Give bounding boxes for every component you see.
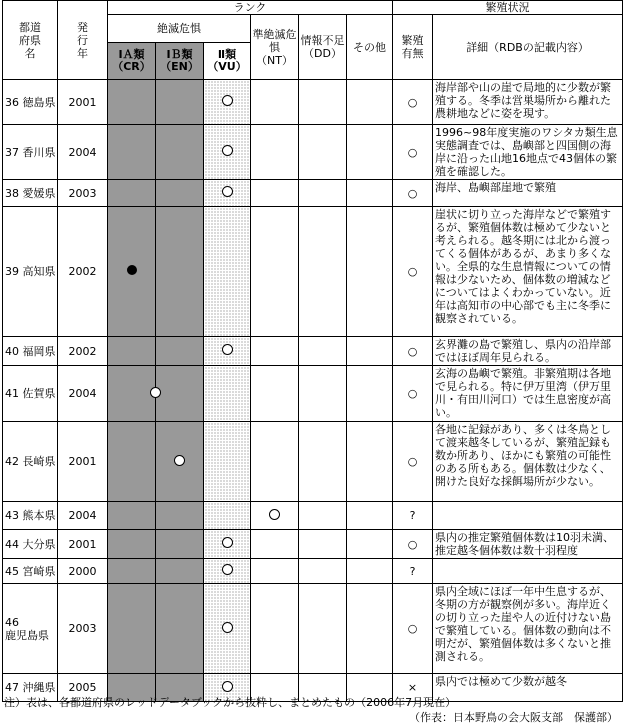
dd-cell [299, 366, 347, 422]
en-cell [156, 366, 204, 422]
other-cell [347, 80, 393, 125]
nt-cell [251, 584, 299, 674]
year-cell: 2001 [58, 422, 108, 502]
detail-cell [433, 559, 623, 584]
pref-cell: 40 福岡県 [3, 337, 58, 366]
pref-cell: 46 鹿児島県 [3, 584, 58, 674]
en-cell [156, 502, 204, 530]
header-nt: 準絶滅危惧 （NT） [251, 15, 299, 80]
other-cell [347, 366, 393, 422]
circle-icon [222, 186, 233, 197]
en-cell [156, 125, 204, 180]
header-vu: Ⅱ類 （VU） [204, 43, 251, 80]
en-cell [156, 180, 204, 207]
detail-cell: 1996~98年度実施のワシタカ類生息実態調査では、島嶼部と四国側の海岸に沿った山地16地点で43個体の繁殖を確認した。 [433, 125, 623, 180]
pref-cell: 37 香川県 [3, 125, 58, 180]
header-detail: 詳細（RDBの記載内容） [433, 15, 623, 80]
circle-icon [174, 455, 185, 466]
detail-cell: 玄海の島嶼で繁殖。非繁殖期は各地で見られる。特に伊万里湾（伊万里川・有田川河口）では生息密度が高い。 [433, 366, 623, 422]
header-year: 発行年 [58, 1, 108, 80]
en-cell [156, 530, 204, 559]
table-row [3, 125, 623, 180]
vu-cell [204, 502, 251, 530]
detail-cell: 県内全域にほぼ一年中生息するが、冬期の方が観察例が多い。海岸近くの切り立った崖や人の近付けない島で繁殖している。個体数の動向は不明だが、繁殖個体数は多くないと推測される。 [433, 584, 623, 674]
cr-cell [108, 530, 156, 559]
header-rank: ランク [108, 1, 393, 15]
other-cell [347, 584, 393, 674]
detail-cell: 玄界灘の島で繁殖し、県内の沿岸部ではほぼ周年見られる。 [433, 337, 623, 366]
year-cell: 2003 [58, 180, 108, 207]
other-cell [347, 422, 393, 502]
nt-cell [251, 422, 299, 502]
filled-circle-icon [127, 265, 137, 275]
dd-cell [299, 502, 347, 530]
nt-cell [251, 366, 299, 422]
breeding-cell: ○ [393, 180, 433, 207]
other-cell [347, 530, 393, 559]
header-cr: ⅠＡ類 （CR） [108, 43, 156, 80]
vu-cell [204, 207, 251, 337]
header-endangered: 絶滅危惧 [108, 15, 251, 43]
year-cell: 2005 [58, 674, 108, 702]
pref-cell: 44 大分県 [3, 530, 58, 559]
header-other: その他 [347, 15, 393, 80]
dd-cell [299, 530, 347, 559]
year-cell: 2002 [58, 337, 108, 366]
detail-cell: 県内では極めて少数が越冬 [433, 674, 623, 702]
other-cell [347, 125, 393, 180]
pref-cell: 42 長崎県 [3, 422, 58, 502]
table-row [3, 180, 623, 207]
breeding-cell: ? [393, 559, 433, 584]
table-row [3, 530, 623, 559]
nt-cell [251, 207, 299, 337]
table-row [3, 366, 623, 422]
circle-icon [222, 145, 233, 156]
breeding-cell: ○ [393, 530, 433, 559]
circle-icon [222, 564, 233, 575]
circle-icon [222, 681, 233, 692]
circle-icon [269, 509, 280, 520]
year-cell: 2002 [58, 207, 108, 337]
detail-cell [433, 502, 623, 530]
en-cell [156, 207, 204, 337]
pref-cell: 45 宮崎県 [3, 559, 58, 584]
year-cell: 2004 [58, 502, 108, 530]
cr-cell [108, 559, 156, 584]
detail-cell: 海岸、島嶼部崖地で繁殖 [433, 180, 623, 207]
nt-cell [251, 80, 299, 125]
dd-cell [299, 337, 347, 366]
vu-cell [204, 559, 251, 584]
dd-cell [299, 80, 347, 125]
vu-cell [204, 530, 251, 559]
breeding-cell: ○ [393, 125, 433, 180]
dd-cell [299, 125, 347, 180]
nt-cell [251, 180, 299, 207]
dd-cell [299, 207, 347, 337]
header-en: ⅠＢ類 （EN） [156, 43, 204, 80]
header-pref: 都道府県名 [3, 1, 58, 80]
cr-cell [108, 422, 156, 502]
breeding-cell: × [393, 674, 433, 702]
detail-cell: 海岸部や山の崖で局地的に少数が繁殖する。冬季は営巣場所から離れた農耕地などに姿を現す。 [433, 80, 623, 125]
dd-cell [299, 180, 347, 207]
detail-cell: 各地に記録があり、多くは冬鳥として渡来越冬しているが、繁殖記録も数か所あり、ほかにも繁殖の可能性のある所もある。個体数は少なく、開けた良好な採餌場所が少ない。 [433, 422, 623, 502]
other-cell [347, 207, 393, 337]
table-row [3, 337, 623, 366]
vu-cell [204, 337, 251, 366]
table-row [3, 80, 623, 125]
year-cell: 2000 [58, 559, 108, 584]
footer-author: （作表：日本野鳥の会大阪支部 保護部） [409, 711, 618, 724]
red-data-table [2, 0, 623, 702]
pref-cell: 43 熊本県 [3, 502, 58, 530]
nt-cell [251, 125, 299, 180]
pref-cell: 36 徳島県 [3, 80, 58, 125]
pref-cell: 41 佐賀県 [3, 366, 58, 422]
cr-cell [108, 366, 156, 422]
table-row [3, 502, 623, 530]
circle-icon [222, 95, 233, 106]
cr-cell [108, 180, 156, 207]
breeding-cell: ○ [393, 80, 433, 125]
nt-cell [251, 337, 299, 366]
vu-cell [204, 125, 251, 180]
year-cell: 2004 [58, 125, 108, 180]
table-row [3, 584, 623, 674]
footer-note: 注）表は、各都道府県のレッドデータブックから抜粋し、まとめたもの（2006年7月現在） [4, 696, 457, 709]
circle-icon [150, 387, 161, 398]
vu-cell [204, 180, 251, 207]
vu-cell [204, 366, 251, 422]
vu-cell [204, 80, 251, 125]
other-cell [347, 180, 393, 207]
nt-cell [251, 530, 299, 559]
en-cell [156, 584, 204, 674]
other-cell [347, 337, 393, 366]
circle-icon [222, 622, 233, 633]
circle-icon [222, 537, 233, 548]
year-cell: 2004 [58, 366, 108, 422]
header-breeding-status: 繁殖状況 [393, 1, 623, 15]
en-cell [156, 80, 204, 125]
table-row [3, 207, 623, 337]
other-cell [347, 502, 393, 530]
other-cell [347, 559, 393, 584]
cr-cell [108, 502, 156, 530]
dd-cell [299, 422, 347, 502]
header-dd: 情報不足 （DD） [299, 15, 347, 80]
cr-cell [108, 584, 156, 674]
year-cell: 2003 [58, 584, 108, 674]
breeding-cell: ○ [393, 422, 433, 502]
table-row [3, 422, 623, 502]
cr-cell [108, 207, 156, 337]
en-cell [156, 337, 204, 366]
breeding-cell: ○ [393, 584, 433, 674]
cr-cell [108, 125, 156, 180]
en-cell [156, 559, 204, 584]
detail-cell: 県内の推定繁殖個体数は10羽未満、推定越冬個体数は数十羽程度 [433, 530, 623, 559]
vu-cell [204, 584, 251, 674]
dd-cell [299, 584, 347, 674]
nt-cell [251, 502, 299, 530]
en-cell [156, 422, 204, 502]
breeding-cell: ○ [393, 207, 433, 337]
breeding-cell: ○ [393, 366, 433, 422]
table-row [3, 559, 623, 584]
header-breeding: 繁殖有無 [393, 15, 433, 80]
cr-cell [108, 80, 156, 125]
pref-cell: 47 沖縄県 [3, 674, 58, 702]
cr-cell [108, 337, 156, 366]
breeding-cell: ○ [393, 337, 433, 366]
pref-cell: 39 高知県 [3, 207, 58, 337]
year-cell: 2001 [58, 80, 108, 125]
circle-icon [222, 344, 233, 355]
vu-cell [204, 422, 251, 502]
breeding-cell: ? [393, 502, 433, 530]
year-cell: 2001 [58, 530, 108, 559]
detail-cell: 崖状に切り立った海岸などで繁殖するが、繁殖個体数は極めて少ないと考えられる。越冬期には北から渡ってくる個体があるが、あまり多くない。全県的な生息情報についての情報は少ないため、個体数の増減などについてはよくわかっていない。近年は高知市の中心部でも主に冬季に観察されている。 [433, 207, 623, 337]
pref-cell: 38 愛媛県 [3, 180, 58, 207]
dd-cell [299, 559, 347, 584]
nt-cell [251, 559, 299, 584]
